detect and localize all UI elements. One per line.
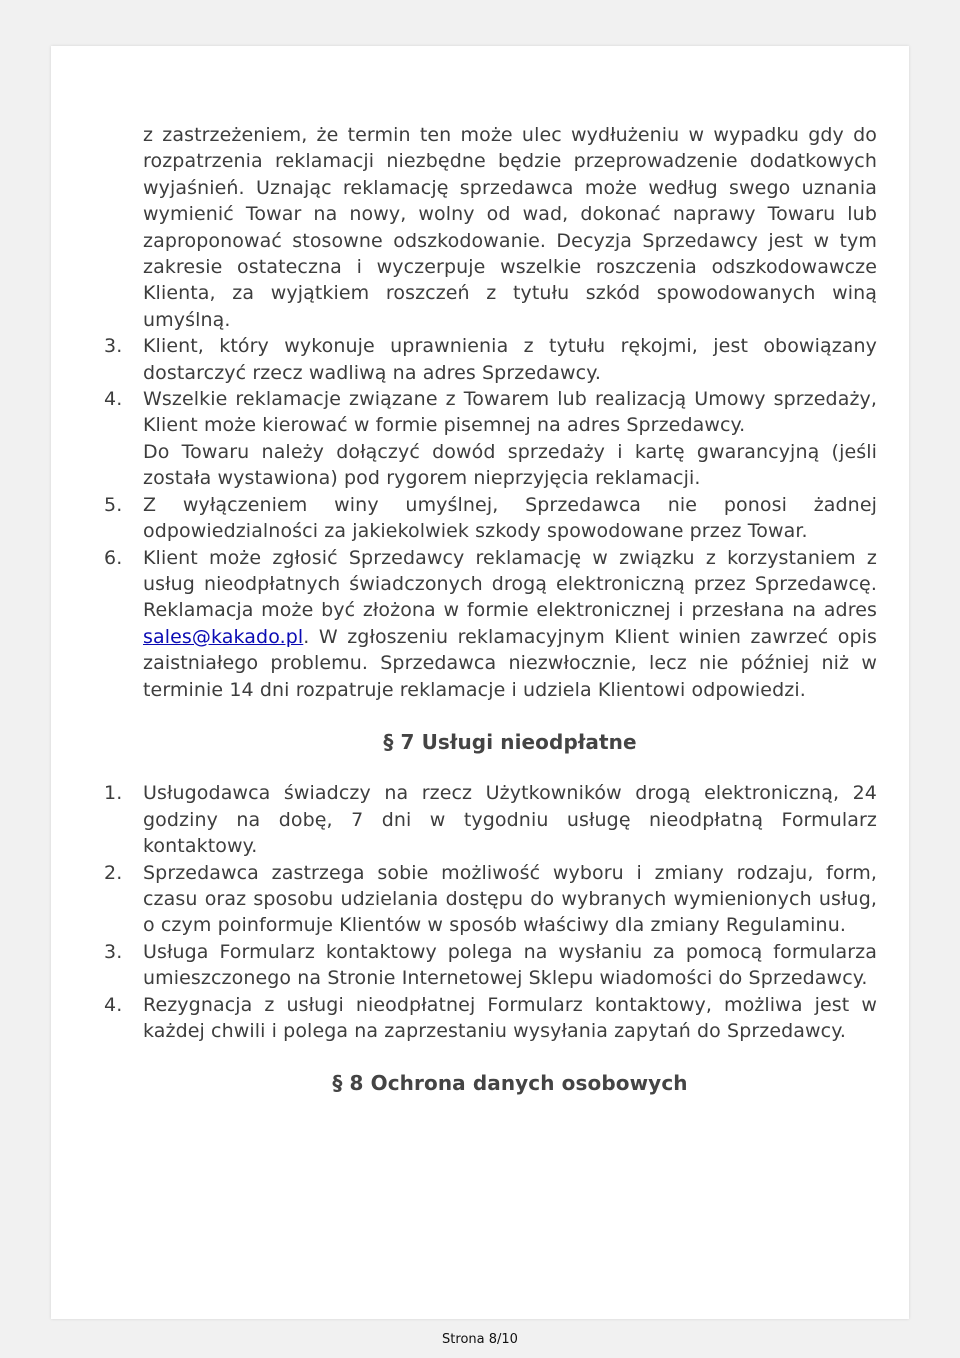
- section-7-item-4: [104, 992, 877, 1045]
- paragraph-continuation: z zastrzeżeniem, że termin ten może ulec wydłużeniu w wypadku gdy do rozpatrzenia reklamacji niezbędne będzie przeprowadzenie dodatkowych wyjaśnień. Uznając reklamację sprzedawca może według swego uznania wymienić Towar na nowy, wolny od wad, dokonać naprawy Towaru lub zaproponować stosowne odszkodowanie. Decyzja Sprzedawcy jest w tym zakresie ostateczna i wyczerpuje wszelkie roszczenia odszkodowawcze Klienta, za wyjątkiem roszczeń z tytułu szkód spowodowanych winą umyślną.: [143, 124, 877, 331]
- list-number: 4.: [104, 388, 123, 411]
- list-item-text: Wszelkie reklamacje związane z Towarem lub realizacją Umowy sprzedaży, Klient może kierować w formie pisemnej na adres Sprzedawcy.: [143, 388, 877, 437]
- list-item-text-continued: Do Towaru należy dołączyć dowód sprzedaży i kartę gwarancyjną (jeśli została wystawiona) pod rygorem nieprzyjęcia reklamacji.: [143, 440, 877, 490]
- list-item-text: Sprzedawca zastrzega sobie możliwość wyboru i zmiany rodzaju, form, czasu oraz sposobu udzielania dostępu do wybranych wymienionych usług, o czym poinformuje Klientów w sposób właściwy dla zmiany Regulaminu.: [143, 861, 877, 937]
- page-content: [104, 122, 877, 1097]
- section-8-heading: § 8 Ochrona danych osobowych: [332, 1071, 688, 1096]
- list-number: 3.: [104, 335, 123, 358]
- list-number: 5.: [104, 493, 123, 516]
- list-item-text: Z wyłączeniem winy umyślnej, Sprzedawca nie ponosi żadnej odpowiedzialności za jakiekolwiek szkody spowodowane przez Towar.: [143, 493, 877, 543]
- section-7-item-2: [104, 860, 877, 939]
- list-number: 2.: [104, 861, 123, 884]
- email-link[interactable]: sales@kakado.pl: [143, 625, 304, 648]
- list-item-text-before-link: Klient może zgłosić Sprzedawcy reklamację w związku z korzystaniem z usług nieodpłatnych świadczonych drogą elektroniczną przez Sprzedawcę. Reklamacja może być złożona w formie elektronicznej i przesłana na adres: [143, 546, 877, 622]
- list-item-text: Klient, który wykonuje uprawnienia z tytułu rękojmi, jest obowiązany dostarczyć rzecz wadliwą na adres Sprzedawcy.: [143, 335, 877, 384]
- list-item-text: Rezygnacja z usługi nieodpłatnej Formularz kontaktowy, możliwa jest w każdej chwili i polega na zaprzestaniu wysyłania zapytań do Sprzedawcy.: [143, 993, 877, 1042]
- list-item-4: [104, 386, 877, 492]
- list-item-3: [104, 333, 877, 386]
- list-item-5: [104, 492, 877, 545]
- page-number: Strona 8/10: [442, 1332, 518, 1347]
- list-item-text: [143, 545, 877, 703]
- section-7-heading: § 7 Usługi nieodpłatne: [383, 729, 637, 754]
- list-item-text: Usługa Formularz kontaktowy polega na wysłaniu za pomocą formularza umieszczonego na Stronie Internetowej Sklepu wiadomości do Sprzedawcy.: [143, 940, 877, 990]
- list-number: 4.: [104, 993, 123, 1016]
- list-item-text-after-link: . W zgłoszeniu reklamacyjnym Klient winien zawrzeć opis zaistniałego problemu. Sprzedawca niezwłocznie, lecz nie później niż w terminie 14 dni rozpatruje reklamacje i udziela Klientowi odpowiedzi.: [143, 625, 877, 701]
- document-page: [51, 46, 909, 1319]
- list-number: 1.: [104, 782, 123, 805]
- section-7-item-3: [104, 939, 877, 992]
- list-item-text: Usługodawca świadczy na rzecz Użytkowników drogą elektroniczną, 24 godziny na dobę, 7 dni w tygodniu usługę nieodpłatną Formularz kontaktowy.: [143, 782, 877, 858]
- list-number: 6.: [104, 546, 123, 569]
- section-7-item-1: [104, 780, 877, 859]
- list-number: 3.: [104, 940, 123, 963]
- list-item-6: [104, 545, 877, 703]
